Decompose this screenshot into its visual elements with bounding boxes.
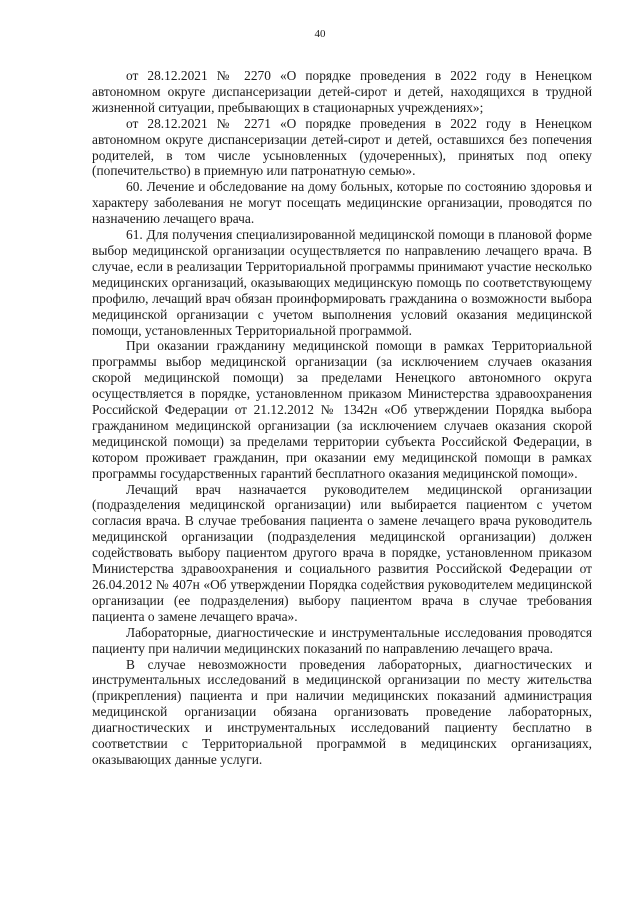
paragraph: 60. Лечение и обследование на дому больных, которые по состоянию здоровья и характеру заболевания не могут посещать медицинские организации, проводятся по назначению лечащего врача. bbox=[92, 179, 592, 227]
paragraph: Лечащий врач назначается руководителем медицинской организации (подразделения медицинской организации) или выбирается пациентом с учетом согласия врача. В случае требования пациента о замене лечащего врача руководитель медицинской организации (подразделения медицинской организации) должен содействовать выбору пациентом другого врача в порядке, установленном приказом Министерства здравоохранения и социального развития Российской Федерации от 26.04.2012 № 407н «Об утверждении Порядка содействия руководителем медицинской организации (ее подразделения) выбору пациентом врача в случае требования пациента о замене лечащего врача». bbox=[92, 481, 592, 624]
paragraph: 61. Для получения специализированной медицинской помощи в плановой форме выбор медицинской организации осуществляется по направлению лечащего врача. В случае, если в реализации Территориальной программы принимают участие несколько медицинских организаций, оказывающих медицинскую помощь по соответствующему профилю, лечащий врач обязан проинформировать гражданина о возможности выбора медицинской организации с учетом выполнения условий оказания медицинской помощи, установленных Территориальной программой. bbox=[92, 227, 592, 338]
paragraph: При оказании гражданину медицинской помощи в рамках Территориальной программы выбор медицинской организации (за исключением случаев оказания скорой медицинской помощи) за пределами Ненецкого автономного округа осуществляется в порядке, установленном приказом Министерства здравоохранения Российской Федерации от 21.12.2012 № 1342н «Об утверждении Порядка выбора гражданином медицинской организации (за исключением случаев оказания скорой медицинской помощи) за пределами территории субъекта Российской Федерации, в котором проживает гражданин, при оказании ему медицинской помощи в рамках программы государственных гарантий бесплатного оказания медицинской помощи». bbox=[92, 338, 592, 481]
page-number: 40 bbox=[314, 28, 326, 40]
document-body bbox=[92, 68, 592, 768]
paragraph: от 28.12.2021 № 2271 «О порядке проведения в 2022 году в Ненецком автономном округе диспансеризации детей-сирот и детей, оставшихся без попечения родителей, в том числе усыновленных (удочеренных), принятых под опеку (попечительство) в приемную или патронатную семью». bbox=[92, 115, 592, 179]
paragraph: от 28.12.2021 № 2270 «О порядке проведения в 2022 году в Ненецком автономном округе диспансеризации детей-сирот и детей, находящихся в трудной жизненной ситуации, пребывающих в стационарных учреждениях»; bbox=[92, 68, 592, 115]
paragraph: Лабораторные, диагностические и инструментальные исследования проводятся пациенту при наличии медицинских показаний по направлению лечащего врача. bbox=[92, 624, 592, 656]
paragraph: В случае невозможности проведения лабораторных, диагностических и инструментальных исследований в медицинской организации по месту жительства (прикрепления) пациента и при наличии медицинских показаний администрация медицинской организации обязана организовать проведение лабораторных, диагностических и инструментальных исследований пациенту бесплатно в соответствии с Территориальной программой в медицинских организациях, оказывающих данные услуги. bbox=[92, 656, 592, 767]
